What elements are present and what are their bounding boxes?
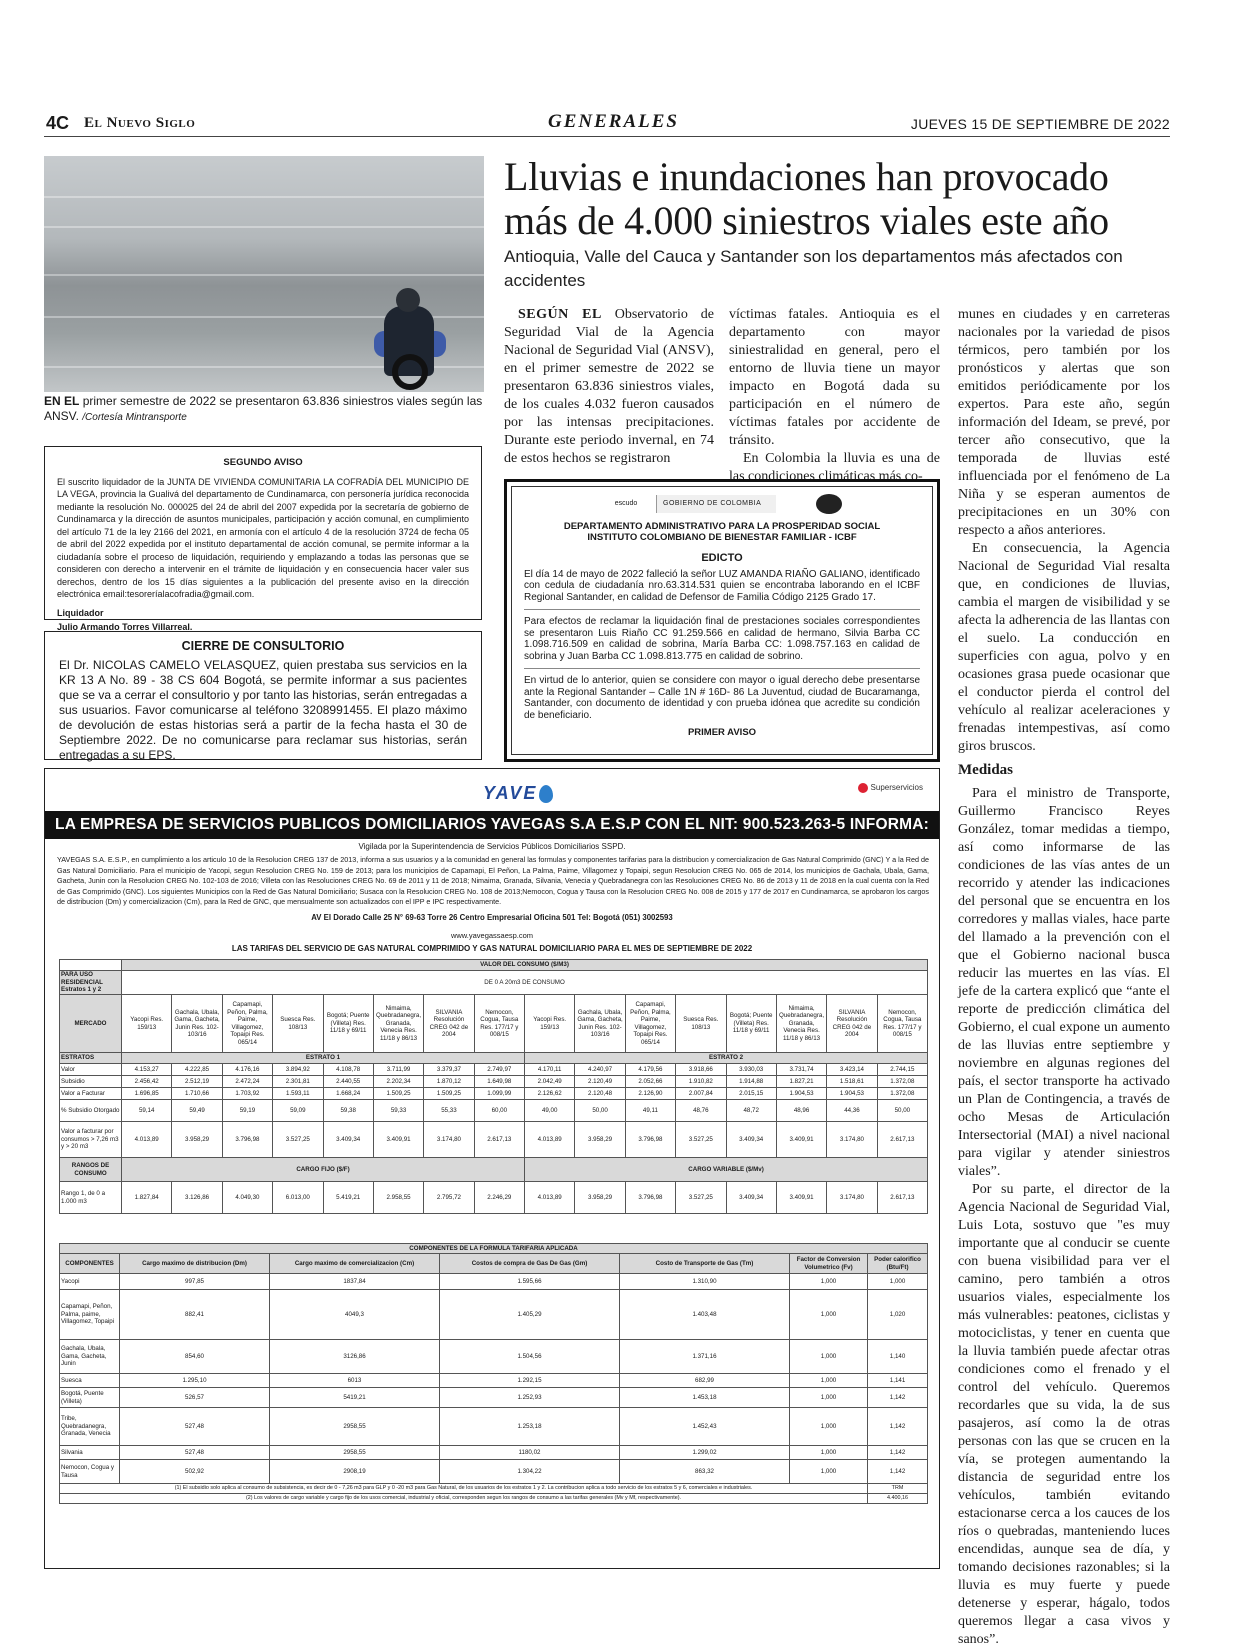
component-value: 526,57 — [120, 1388, 270, 1408]
newspaper-name: El Nuevo Siglo — [84, 115, 196, 131]
tariff-value: 4.179,56 — [625, 1064, 675, 1076]
rango-row — [60, 1182, 928, 1214]
edicto-header-1: DEPARTAMENTO ADMINISTRATIVO PARA LA PROSPERIDAD SOCIAL — [563, 521, 881, 532]
component-value: 5419,21 — [270, 1388, 440, 1408]
tariff-value: 4.013,89 — [122, 1122, 172, 1158]
component-row — [60, 1388, 928, 1408]
tariff-value: 59,14 — [122, 1100, 172, 1122]
market-header-cell: Nimaima, Quebradanegra, Granada, Venecia Res. 11/18 y 86/13 — [373, 995, 423, 1053]
tariff-value: 2.617,13 — [877, 1122, 927, 1158]
component-value: 527,48 — [120, 1408, 270, 1446]
tariff-value: 2.456,42 — [122, 1076, 172, 1088]
tariff-value: 48,76 — [676, 1100, 726, 1122]
blank-cell — [60, 960, 122, 971]
cargo-value: 3.409,91 — [776, 1182, 826, 1214]
component-name: Nemocon, Cogua y Tausa — [60, 1460, 120, 1484]
component-name: Bogotá, Puente (Villeta) — [60, 1388, 120, 1408]
component-value: 2958,55 — [270, 1446, 440, 1460]
tariff-row — [60, 1076, 928, 1088]
yavegas-banner: LA EMPRESA DE SERVICIOS PUBLICOS DOMICILIARIOS YAVEGAS S.A E.S.P CON EL NIT: 900.523.263-5 INFORMA: — [45, 811, 939, 839]
rider-helmet-shape — [396, 288, 420, 312]
tariff-value: 2.472,24 — [222, 1076, 272, 1088]
components-title: COMPONENTES DE LA FORMULA TARIFARIA APLICADA — [60, 1244, 928, 1254]
tariff-value: 2.042,49 — [525, 1076, 575, 1088]
estratos-row — [60, 1053, 928, 1064]
component-value: 527,48 — [120, 1446, 270, 1460]
gov-label: GOBIERNO DE COLOMBIA — [656, 495, 776, 513]
tariff-value: 59,09 — [273, 1100, 323, 1122]
component-name: Tribe, Quebradanegra, Granada, Venecia — [60, 1408, 120, 1446]
component-value: 502,92 — [120, 1460, 270, 1484]
tariff-value: 59,19 — [222, 1100, 272, 1122]
component-header-cell: Poder calorifico (Btu/Ft) — [868, 1254, 928, 1274]
market-header-cell: Yacopi Res. 159/13 — [122, 995, 172, 1053]
tariff-value: 1.710,66 — [172, 1088, 222, 1100]
edicto-header-2: INSTITUTO COLOMBIANO DE BIENESTAR FAMILIAR - ICBF — [587, 532, 857, 543]
consultorio-body: El Dr. NICOLAS CAMELO VELASQUEZ, quien prestaba sus servicios en la KR 13 A No. 89 - 38 CS 604 Bogotá, se permite informar a sus pacientes que se va a cerrar el consultorio y por tanto las historias, serán entregadas a sus usuarios. Favor comunicarse al teléfono 3208991455. El plazo máximo de devolución de estas historias será a partir de la fecha hasta el 30 de Septiembre 2022. De no comunicarse para reclamar sus historias, serán entregadas a su EPS. — [59, 658, 467, 762]
note-2: (2) Los valores de cargo variable y cargo fijo de los usos comercial, industrial y oficial, corresponden segun los rangos de consumo a las tarifas generales (Mv y Mf, respectivamente). — [60, 1494, 868, 1504]
component-header-cell: COMPONENTES — [60, 1254, 120, 1274]
article-col1-text: Observatorio de Seguridad Vial de la Agencia Nacional de Seguridad Vial (ANSV), en el primer semestre de 2022 se presentaron 63.836 siniestros viales, de los cuales 4.032 fueron causados por las intensas precipitaciones. Durante este periodo invernal, en 74 de estos hechos se registraron — [504, 307, 714, 466]
tariff-value: 48,96 — [776, 1100, 826, 1122]
article-subtitle: Medidas — [958, 762, 1014, 778]
component-value: 1.595,66 — [440, 1274, 620, 1290]
aviso-signature-role: Liquidador — [57, 607, 104, 618]
market-header-cell: Nimaima, Quebradanegra, Granada, Venecia Res. 11/18 y 86/13 — [776, 995, 826, 1053]
tariff-value: 3.958,29 — [575, 1122, 625, 1158]
edicto-divider — [524, 609, 920, 610]
component-value: 1,000 — [790, 1388, 868, 1408]
tariff-value: 49,11 — [625, 1100, 675, 1122]
component-header-cell: Cargo maximo de comercializacion (Cm) — [270, 1254, 440, 1274]
component-value: 1.403,48 — [620, 1290, 790, 1340]
article-column-1 — [504, 306, 714, 468]
cargo-value: 4.013,89 — [525, 1182, 575, 1214]
tariff-value: 4.013,89 — [525, 1122, 575, 1158]
component-value: 1,000 — [790, 1340, 868, 1374]
market-header-cell: Capamapi, Peñon, Palma, Paime, Villagomez, Topaipi Res. 065/14 — [625, 995, 675, 1053]
issue-date: JUEVES 15 DE SEPTIEMBRE DE 2022 — [910, 116, 1170, 132]
caption-credit: /Cortesía Mintransporte — [82, 412, 187, 423]
market-header-cell: Suesca Res. 108/13 — [273, 995, 323, 1053]
article-col3-p2: En consecuencia, la Agencia Nacional de Seguridad Vial resalta que, en condiciones de lluvias, cambia el margen de visibilidad y se afecta la adherencia de las llantas con el suelo. La conducción en superficies con agua, polvo y en ocasiones grasa puede ocasionar que el conductor pierda el control del vehículo al realizar aceleraciones y frenadas intempestivas, así como giros bruscos. — [958, 541, 1170, 754]
tariff-value: 4.108,78 — [323, 1064, 373, 1076]
cargo-header-row — [60, 1158, 928, 1182]
trm-value: 4.400,16 — [868, 1494, 928, 1504]
component-value: 1,000 — [790, 1460, 868, 1484]
component-row — [60, 1340, 928, 1374]
edicto-paragraph-3: En virtud de lo anterior, quien se considere con mayor o igual derecho debe presentarse ante la Regional Santander – Calle 1N # 16D- 86 La Juventud, ciudad de Bucaramanga, Santander, con documento de identidad y con prueba idónea que acredite su condición de beneficiario. — [524, 675, 920, 721]
component-value: 1,000 — [790, 1290, 868, 1340]
icbf-edicto-notice — [504, 479, 940, 762]
article-column-3 — [958, 306, 1170, 1649]
tariff-value: 1.870,12 — [424, 1076, 474, 1088]
tariff-row — [60, 1122, 928, 1158]
component-value: 1.299,02 — [620, 1446, 790, 1460]
tariff-value: 2.015,15 — [726, 1088, 776, 1100]
component-header-cell: Costos de compra de Gas De Gas (Gm) — [440, 1254, 620, 1274]
component-value: 1,000 — [868, 1274, 928, 1290]
cargo-value: 3.174,80 — [827, 1182, 877, 1214]
tariff-value: 2.126,90 — [625, 1088, 675, 1100]
tariff-value: 3.423,14 — [827, 1064, 877, 1076]
market-header-cell: Nemocon, Cogua, Tausa Res. 177/17 y 008/15 — [474, 995, 524, 1053]
segundo-aviso-notice — [44, 446, 482, 632]
component-value: 882,41 — [120, 1290, 270, 1340]
tariff-value: 59,33 — [373, 1100, 423, 1122]
tariff-value: 1.372,08 — [877, 1088, 927, 1100]
tariff-value: 1.372,08 — [877, 1076, 927, 1088]
tariff-value: 2.007,84 — [676, 1088, 726, 1100]
tariff-value: 3.958,29 — [172, 1122, 222, 1158]
tariff-row — [60, 1064, 928, 1076]
component-value: 1837,84 — [270, 1274, 440, 1290]
colombia-coat-of-arms-icon: escudo — [614, 500, 638, 507]
tariff-value: 3.796,98 — [625, 1122, 675, 1158]
component-value: 6013 — [270, 1374, 440, 1388]
cargo-value: 2.795,72 — [424, 1182, 474, 1214]
tariff-value: 1.827,21 — [776, 1076, 826, 1088]
yavegas-tariff-notice — [44, 768, 940, 1569]
caption-text: primer semestre de 2022 se presentaron 63.836 siniestros viales según las ANSV. — [44, 394, 483, 423]
article-col3-p4: Por su parte, el director de la Agencia Nacional de Seguridad Vial, Luis Lota, sostuvo que "es muy importante que al conducir se cuente con buena visibilidad para ver el camino, pero también a otros usuarios viales, especialmente los más vulnerables: peatones, ciclistas y motociclistas, y tener en cuenta que la lluvia también puede afectar otras condiciones como el frenado y el control del vehículo. Queremos recordarles que su vida, la de sus pasajeros, así como la de otras personas con las que se crucen en la vía, se protegen aumentando la distancia de seguridad entre los vehículos, también evitando estacionarse cerca a los cauces de los ríos o quebradas, manteniendo luces encendidas, aunque sea de día, y tomando decisiones razonables; si la lluvia es muy fuerte y puede detenerse y esperar, hágalo, todos queremos llegar a casa vivos y sanos”. — [958, 1182, 1170, 1647]
component-value: 1,142 — [868, 1408, 928, 1446]
tariff-value: 49,00 — [525, 1100, 575, 1122]
component-value: 854,60 — [120, 1340, 270, 1374]
tariff-value: 3.409,91 — [776, 1122, 826, 1158]
cargo-value: 3.527,25 — [676, 1182, 726, 1214]
tariff-table — [59, 959, 928, 1214]
note-row — [60, 1494, 928, 1504]
component-value: 1.504,56 — [440, 1340, 620, 1374]
cargo-value: 3.409,34 — [726, 1182, 776, 1214]
yavegas-text: YAVEGAS S.A. E.S.P., en cumplimiento a los articulo 10 de la Resolucion CREG 137 de 2013, informa a sus usuarios y a la comunidad en general las formulas y componentes tarifarias para la distribucion y comercializacion de Gas Natural Comprimido (GNC) Y a la Red de Gas Natural Domiciliario. Para el municipio de Yacopi, segun Resolucion CREG No. 159 de 2013; para los municipios de Capamapi, El Peñon, La Palma, Paime, Villagomez y Topaipi, segun Resolucion CREG No. 065 de 2014, los municipios de Gachala, Ubala, Gama, Gacheta, Junin con la Resolucion CREG No. 102-103 de 2016; Villeta con las Resoluciones CREG No. 69 de 2011 y 11 de 2018; Nimaima, Granada, Silvania, Venecia y Quebradanegra con las Resoluciones CREG No. 86 de 2013 y 11 de 2018 en la cual cuenta con la Red de Gas Comprimido (GNC). Los siguientes Municipios con la Red de Gas Natural Domiciliario; Susaca con la Resolucion CREG No. 108 de 2013;Nemocon, Cogua y Tausa con la Resolucion CREG No. 008 de 2015 y 177 de 2017 en Cundinamarca, se aprobaron los cargos de distribucion (Dm) y comercializacion (Cm), para la Red de GNC, que mensualmente son actualizados con el IPP e IPC respectivamente. — [57, 855, 929, 906]
superservicios-label: Superservicios — [870, 783, 923, 793]
tariff-value: 4.153,27 — [122, 1064, 172, 1076]
market-header-cell: Suesca Res. 108/13 — [676, 995, 726, 1053]
tariff-value: 3.409,91 — [373, 1122, 423, 1158]
component-header-cell: Factor de Conversion Volumetrico (Fv) — [790, 1254, 868, 1274]
tariff-value: 2.052,66 — [625, 1076, 675, 1088]
component-value: 682,99 — [620, 1374, 790, 1388]
cargo-value: 2.958,55 — [373, 1182, 423, 1214]
trm-label: TRM — [868, 1484, 928, 1494]
aviso-body: El suscrito liquidador de la JUNTA DE VIVIENDA COMUNITARIA LA COFRADÍA DEL MUNICIPIO DE LA VEGA, provincia la Gualivá del departamento de Cundinamarca, con personería jurídica reconocida mediante la resolución No. 000025 del 24 de abril del 2007 expedida por la secretaría de gobierno de Cundinamarca y la dirección de asuntos municipales, participación y acción comunal, en cumplimiento del artículo 71 de la ley 2166 del 2021, en armonía con el artículo 4 de la resolución 3724 de fecha 05 de abril del 2022 expedida por el instituto departamental de acción comunal, se permite informar a la ciudadanía sobre el proceso de liquidación, requiriendo y emplazando a todas las personas que se consideren con derecho a intervenir en el trámite de liquidación y en consecuencia hacer valer sus derechos, dentro de los 15 días siguientes a la publicación del presente aviso en la dirección electrónica email:tesoreríalacofradia@gmail.com. — [57, 476, 469, 599]
tariff-value: 2.512,19 — [172, 1076, 222, 1088]
component-value: 1180,02 — [440, 1446, 620, 1460]
component-value: 1,142 — [868, 1388, 928, 1408]
rango-label: Rango 1, de 0 a 1.000 m3 — [60, 1182, 122, 1214]
component-row — [60, 1460, 928, 1484]
estratos-label: ESTRATOS — [60, 1053, 122, 1064]
yavegas-logo-text: YAVE — [483, 783, 538, 803]
components-header-row — [60, 1254, 928, 1274]
header-row — [60, 960, 928, 971]
cargo-value: 3.126,86 — [172, 1182, 222, 1214]
article-headline: Lluvias e inundaciones han provocado más de 4.000 siniestros viales este año — [504, 154, 1109, 243]
component-name: Capamapi, Peñon, Palma, paime, Villagomez, Topaipi — [60, 1290, 120, 1340]
component-value: 2958,55 — [270, 1408, 440, 1446]
row-label: Valor a Facturar — [60, 1088, 122, 1100]
tariff-value: 50,00 — [877, 1100, 927, 1122]
component-value: 1,000 — [790, 1274, 868, 1290]
wheel-shape — [392, 354, 428, 390]
tariff-value: 1.914,88 — [726, 1076, 776, 1088]
tariff-value: 2.126,62 — [525, 1088, 575, 1100]
tariff-value: 1.904,53 — [776, 1088, 826, 1100]
tariff-value: 1.703,92 — [222, 1088, 272, 1100]
tariff-value: 3.174,80 — [827, 1122, 877, 1158]
tariff-value: 3.796,98 — [222, 1122, 272, 1158]
market-header-row — [60, 995, 928, 1053]
tariff-value: 55,33 — [424, 1100, 474, 1122]
cargo-value: 4.049,30 — [222, 1182, 272, 1214]
component-row — [60, 1446, 928, 1460]
gas-drop-icon — [539, 785, 553, 803]
component-value: 3126,86 — [270, 1340, 440, 1374]
tariff-value: 59,38 — [323, 1100, 373, 1122]
component-value: 1.292,15 — [440, 1374, 620, 1388]
component-value: 1,141 — [868, 1374, 928, 1388]
tariff-value: 1.696,85 — [122, 1088, 172, 1100]
tariff-value: 3.894,92 — [273, 1064, 323, 1076]
tariff-row — [60, 1088, 928, 1100]
tariff-value: 2.440,55 — [323, 1076, 373, 1088]
tariff-value: 4.240,97 — [575, 1064, 625, 1076]
note-1: (1) El subsidio solo aplica al consumo de subsistencia, es decir de 0 - 7,26 m3 para GLP y 0 -20 m3 para Gas Natural, de los usuarios de los estratos 1 y 2. La contribucion aplica a todo servicio de los estratos 5 y 6, comerciales e industriales. — [60, 1484, 868, 1494]
market-header-cell: SILVANIA Resolución CREG 042 de 2004 — [827, 995, 877, 1053]
components-table — [59, 1243, 928, 1504]
market-header-cell: SILVANIA Resolución CREG 042 de 2004 — [424, 995, 474, 1053]
header-divider — [44, 136, 1170, 137]
component-value: 1.304,22 — [440, 1460, 620, 1484]
tariff-value: 60,00 — [474, 1100, 524, 1122]
component-value: 1,142 — [868, 1460, 928, 1484]
component-name: Yacopi — [60, 1274, 120, 1290]
component-name: Gachala, Ubala, Gama, Gacheta, Junin — [60, 1340, 120, 1374]
para-uso-header: PARA USO RESIDENCIAL Estratos 1 y 2 — [60, 971, 122, 995]
tariff-value: 1.099,99 — [474, 1088, 524, 1100]
tariff-row — [60, 1100, 928, 1122]
tariff-table-title: LAS TARIFAS DEL SERVICIO DE GAS NATURAL COMPRIMIDO Y GAS NATURAL DOMICILIARIO PARA EL MES DE SEPTIEMBRE DE 2022 — [231, 944, 753, 953]
page-number: 4C — [46, 113, 70, 133]
edicto-footer: PRIMER AVISO — [687, 727, 757, 738]
row-label: Subsidio — [60, 1076, 122, 1088]
article-col2-p1: víctimas fatales. Antioquia es el departamento con mayor siniestralidad en general, pero el entorno de lluvia tiene un mayor impacto en Bogotá dada su participación en el número de víctimas fatales por accidente de tránsito. — [729, 307, 940, 448]
component-value: 1,142 — [868, 1446, 928, 1460]
component-value: 2908,19 — [270, 1460, 440, 1484]
component-value: 1.405,29 — [440, 1290, 620, 1340]
tariff-value: 2.120,49 — [575, 1076, 625, 1088]
component-name: Suesca — [60, 1374, 120, 1388]
tariff-value: 2.202,34 — [373, 1076, 423, 1088]
tariff-value: 3.731,74 — [776, 1064, 826, 1076]
tariff-value: 1.593,11 — [273, 1088, 323, 1100]
tariff-value: 4.222,85 — [172, 1064, 222, 1076]
consultorio-title: CIERRE DE CONSULTORIO — [181, 639, 345, 653]
tariff-value: 4.176,16 — [222, 1064, 272, 1076]
component-value: 997,85 — [120, 1274, 270, 1290]
tariff-value: 2.120,48 — [575, 1088, 625, 1100]
market-header-cell: Capamapi, Peñon, Palma, Paime, Villagomez, Topaipi Res. 065/14 — [222, 995, 272, 1053]
cargo-value: 3.958,29 — [575, 1182, 625, 1214]
tariff-value: 2.749,97 — [474, 1064, 524, 1076]
yavegas-logo — [483, 783, 553, 804]
header-row — [60, 971, 928, 995]
article-column-2 — [729, 306, 940, 486]
cargo-fijo-header: CARGO FIJO ($/F) — [122, 1158, 525, 1182]
market-header-cell: Gachala, Ubala, Gama, Gacheta, Junin Res. 102-103/16 — [172, 995, 222, 1053]
superservicios-logo — [858, 783, 923, 793]
note-row — [60, 1484, 928, 1494]
article-col3-p1: munes en ciudades y en carreteras nacionales por la variedad de pisos térmicos, pero también por los pronósticos y alertas que son emitidos periódicamente por los expertos. Para este año, según información del Ideam, se prevé, por tercer año consecutivo, que la temporada de lluvias esté influenciada por el fenómeno de La Niña y se esperan aumentos de precipitaciones en un 30% con respecto a años anteriores. — [958, 307, 1170, 538]
article-lead: SEGÚN EL — [518, 307, 602, 322]
tariff-value: 3.409,34 — [726, 1122, 776, 1158]
tariff-value: 3.527,25 — [273, 1122, 323, 1158]
caption-lead: EN EL — [44, 394, 80, 408]
cargo-value: 2.617,13 — [877, 1182, 927, 1214]
icbf-logo-icon — [816, 494, 842, 514]
component-header-cell: Costo de Transporte de Gas (Tm) — [620, 1254, 790, 1274]
tariff-value: 3.409,34 — [323, 1122, 373, 1158]
component-value: 1,020 — [868, 1290, 928, 1340]
component-name: Silvania — [60, 1446, 120, 1460]
tariff-value: 59,49 — [172, 1100, 222, 1122]
market-header-cell: Bogotá; Puente (Villeta) Res. 11/18 y 69/11 — [323, 995, 373, 1053]
estrato-2-header: ESTRATO 2 — [525, 1053, 928, 1064]
cargo-value: 6.013,00 — [273, 1182, 323, 1214]
rango-header: DE 0 A 20m3 DE CONSUMO — [122, 971, 928, 995]
article-subhead: Antioquia, Valle del Cauca y Santander son los departamentos más afectados con accidentes — [504, 247, 1123, 290]
cargo-value: 1.827,84 — [122, 1182, 172, 1214]
estrato-1-header: ESTRATO 1 — [122, 1053, 525, 1064]
component-value: 1.371,16 — [620, 1340, 790, 1374]
photo-caption — [44, 394, 484, 425]
article-col3-p3: Para el ministro de Transporte, Guillermo Francisco Reyes González, tomar medidas a tiempo, así como informarse de las condiciones de las vías antes de un recorrido y atender las indicaciones del personal que se encuentra en los corredores y mallas viales, hace parte del llamado a la prevención con el que el Gobierno nacional busca reducir las muertes en las vías. El jefe de la cartera explicó que “ante el reporte de predicción climática del Gobierno, el cual expone un aumento de las lluvias entre septiembre y noviembre en algunas regiones del país, el sector transporte ha activado un Plan de Contingencia, a través de ocho Mesas de Articulación Intersectorial (MAI) a nivel nacional para vigilar y atender siniestros viales”. — [958, 786, 1170, 1179]
tariff-value: 3.711,99 — [373, 1064, 423, 1076]
component-value: 1.452,43 — [620, 1408, 790, 1446]
market-header-cell: Yacopi Res. 159/13 — [525, 995, 575, 1053]
edicto-paragraph-2: Para efectos de reclamar la liquidación final de prestaciones sociales correspondientes se presentaron Luis Riaño CC 91.259.566 en calidad de hermano, Silvia Barba CC 1.098.716.509 en calidad de sobrina, María Barba CC: 1.098.757.163 en calidad de sobrina y Juan Barba CC 1.098.813.775 en calidad de sobrino. — [524, 616, 920, 662]
market-header-cell: Nemocon, Cogua, Tausa Res. 177/17 y 008/15 — [877, 995, 927, 1053]
component-value: 1,000 — [790, 1374, 868, 1388]
tariff-value: 1.649,98 — [474, 1076, 524, 1088]
tariff-value: 2.301,81 — [273, 1076, 323, 1088]
tariff-value: 1.668,24 — [323, 1088, 373, 1100]
superservicios-icon — [858, 783, 868, 793]
yavegas-address: AV El Dorado Calle 25 N° 69-63 Torre 26 Centro Empresarial Oficina 501 Tel: Bogotá (051) 3002593 — [311, 913, 673, 922]
component-row — [60, 1290, 928, 1340]
tariff-value: 2.617,13 — [474, 1122, 524, 1158]
component-value: 1.253,18 — [440, 1408, 620, 1446]
cargo-value: 2.246,29 — [474, 1182, 524, 1214]
tariff-value: 4.170,11 — [525, 1064, 575, 1076]
tariff-value: 2.744,15 — [877, 1064, 927, 1076]
tariff-value: 1.509,25 — [424, 1088, 474, 1100]
yavegas-vigilada: Vigilada por la Superintendencia de Servicios Públicos Domiciliarios SSPD. — [358, 842, 626, 851]
tariff-value: 44,36 — [827, 1100, 877, 1122]
rangos-label: RANGOS DE CONSUMO — [60, 1158, 122, 1182]
tariff-value: 3.930,03 — [726, 1064, 776, 1076]
edicto-title: EDICTO — [701, 552, 743, 564]
valor-consumo-header: VALOR DEL CONSUMO ($/M3) — [122, 960, 928, 971]
component-value: 863,32 — [620, 1460, 790, 1484]
component-header-cell: Cargo maximo de distribucion (Dm) — [120, 1254, 270, 1274]
component-value: 1,000 — [790, 1408, 868, 1446]
yavegas-website: www.yavegassaesp.com — [450, 931, 534, 940]
rain-motorcycle-photo — [44, 156, 484, 392]
component-row — [60, 1374, 928, 1388]
tariff-value: 48,72 — [726, 1100, 776, 1122]
component-value: 4049,3 — [270, 1290, 440, 1340]
component-row — [60, 1408, 928, 1446]
component-value: 1.310,90 — [620, 1274, 790, 1290]
mercado-header: MERCADO — [60, 995, 122, 1053]
tariff-value: 1.904,53 — [827, 1088, 877, 1100]
cargo-value: 5.419,21 — [323, 1182, 373, 1214]
market-header-cell: Gachala, Ubala, Gama, Gacheta, Junin Res. 102-103/16 — [575, 995, 625, 1053]
tariff-value: 1.910,82 — [676, 1076, 726, 1088]
components-title-row — [60, 1244, 928, 1254]
cierre-consultorio-notice — [44, 631, 482, 760]
row-label: Valor — [60, 1064, 122, 1076]
article-col2-p2: En Colombia la lluvia es una de las condiciones climáticas más co- — [729, 451, 940, 484]
edicto-paragraph-1: El día 14 de mayo de 2022 falleció la señor LUZ AMANDA RIAÑO GALIANO, identificado con cedula de ciudadanía nro.63.314.531 quien se encontraba laborando en el ICBF Regional Santander, en calidad de Defensor de Familia Código 2125 Grado 17. — [524, 568, 920, 603]
cargo-value: 3.796,98 — [625, 1182, 675, 1214]
section-name: GENERALES — [548, 111, 679, 132]
tariff-value: 1.509,25 — [373, 1088, 423, 1100]
cargo-variable-header: CARGO VARIABLE ($/Mv) — [525, 1158, 928, 1182]
tariff-value: 3.379,37 — [424, 1064, 474, 1076]
tariff-value: 50,00 — [575, 1100, 625, 1122]
component-value: 1.252,93 — [440, 1388, 620, 1408]
component-value: 1.453,18 — [620, 1388, 790, 1408]
component-value: 1,000 — [790, 1446, 868, 1460]
edicto-divider — [524, 668, 920, 669]
component-row — [60, 1274, 928, 1290]
tariff-value: 3.918,66 — [676, 1064, 726, 1076]
tariff-value: 3.527,25 — [676, 1122, 726, 1158]
component-value: 1.295,10 — [120, 1374, 270, 1388]
component-value: 1,140 — [868, 1340, 928, 1374]
aviso-signature-name: Julio Armando Torres Villarreal. — [57, 622, 193, 632]
market-header-cell: Bogotá; Puente (Villeta) Res. 11/18 y 69/11 — [726, 995, 776, 1053]
tariff-value: 1.518,61 — [827, 1076, 877, 1088]
row-label: Valor a facturar por consumos > 7,26 m3 y > 20 m3 — [60, 1122, 122, 1158]
row-label: % Subsidio Otorgado — [60, 1100, 122, 1122]
aviso-title: SEGUNDO AVISO — [223, 457, 303, 468]
tariff-value: 3.174,80 — [424, 1122, 474, 1158]
